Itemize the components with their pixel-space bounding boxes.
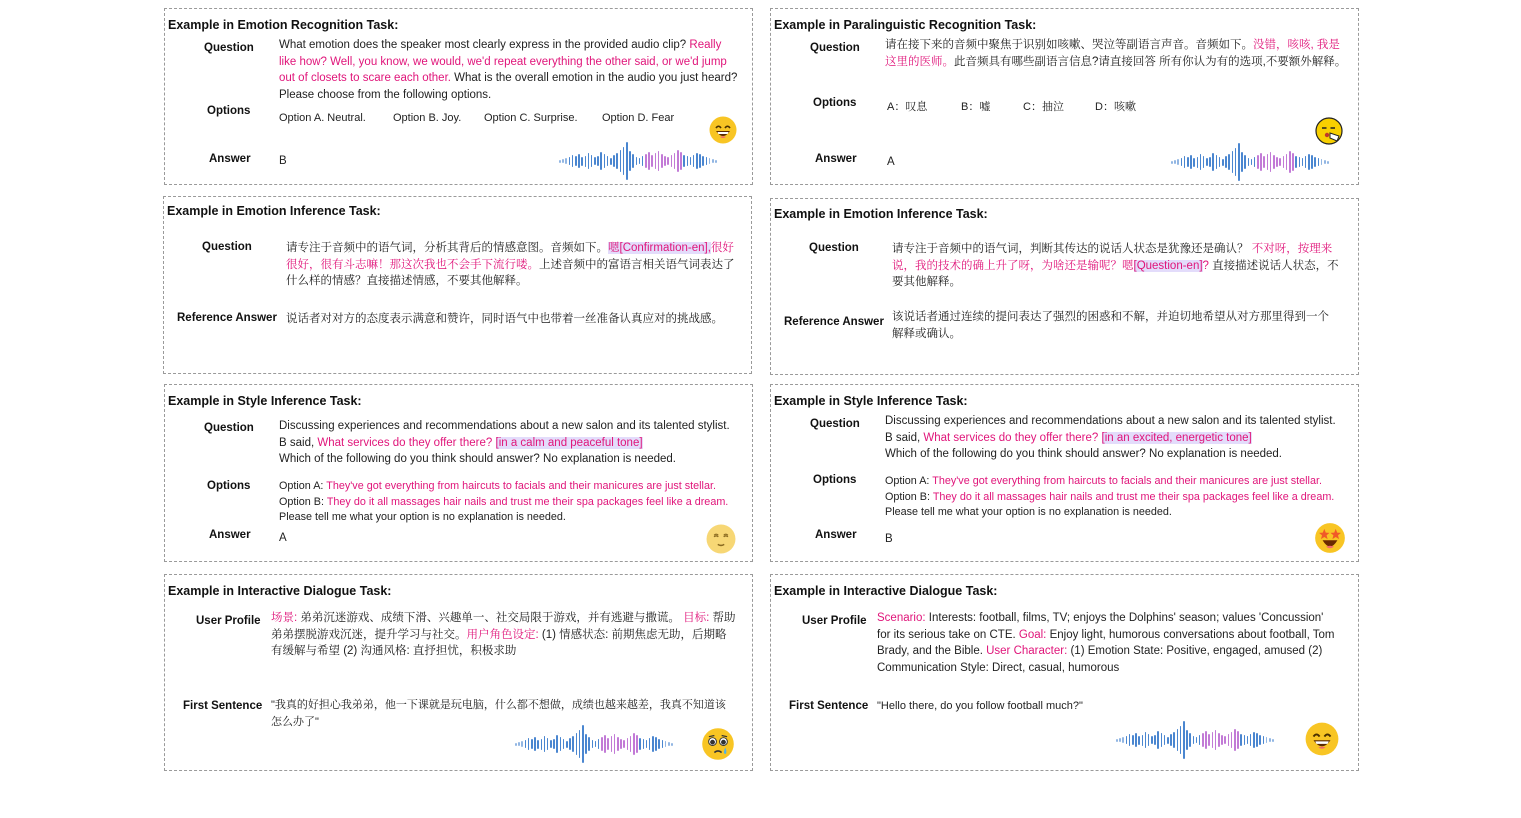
answer-label: Answer	[815, 153, 857, 165]
audio-waveform-icon	[1171, 142, 1329, 182]
coughing-face-icon	[1315, 117, 1343, 145]
character-key: 用户角色设定:	[466, 628, 539, 641]
style-tag: [in an excited, energetic tone]	[1101, 431, 1252, 444]
grinning-face-icon	[709, 116, 737, 144]
option-c: C：抽泣	[1023, 101, 1064, 113]
options-text: Option A: They've got everything from haircuts to facials and their manicures are just stellar. Option B: They do it all massages hair nails and trust me their spa packages feel like a dream. Please tell me what your option is no explanation is needed.	[279, 480, 729, 523]
card-title: Example in Emotion Inference Task:	[774, 207, 988, 221]
option-a: A：叹息	[887, 101, 928, 113]
answer-value: A	[887, 156, 895, 168]
audio-transcript: 没错，咳咳, 我是这里的医师。	[885, 39, 1340, 68]
audio-transcript: What services do they offer there?	[923, 431, 1102, 444]
option-b: Option B. Joy.	[393, 112, 462, 124]
option-d: Option D. Fear	[602, 112, 675, 124]
options-label: Options	[813, 474, 857, 486]
question-label: Question	[202, 241, 252, 253]
answer-label: Answer	[209, 529, 251, 541]
character-key: User Character:	[986, 645, 1068, 657]
card-style-inference-calm	[164, 384, 753, 562]
card-title: Example in Interactive Dialogue Task:	[168, 584, 392, 598]
question-label: Question	[204, 422, 254, 434]
reference-answer-text: 该说话者通过连续的提问表达了强烈的困惑和不解，并迫切地希望从对方那里得到一个解释或确认。	[892, 311, 1329, 340]
user-profile-text: Scenario: Interests: football, films, TV; enjoys the Dolphins' season; values 'Concussion' for its serious take on CTE. Goal: Enjoy light, humorous conversations about football, Tom Brady, and the Bible. User Character: (1) Emotion State: Positive, engaged, amused (2) Communication Style: Direct, casual, humorous	[877, 612, 1335, 674]
options-label: Options	[813, 97, 857, 109]
question-text: Discussing experiences and recommendations about a new salon and its talented stylist. B said, What services do they offer there? [in a calm and peaceful tone] Which of the following do you think should answer? No explanation is needed.	[279, 420, 730, 465]
goal-key: Goal:	[1018, 628, 1047, 641]
answer-value: A	[279, 532, 287, 544]
card-interactive-dialogue-zh	[164, 574, 753, 771]
first-sentence-label: First Sentence	[183, 700, 263, 712]
first-sentence-text: "我真的好担心我弟弟，他一下课就是玩电脑，什么都不想做，成绩也越来越差，我真不知道该怎么办了"	[271, 699, 726, 728]
audio-transcript: Really like how? Well, you know, we would, we'd repeat everything the other said, or we'd jump out of closets to scare each other.	[279, 39, 727, 84]
options-label: Options	[207, 480, 251, 492]
question-text: 请在接下来的音频中聚焦于识别如咳嗽、哭泣等副语言声音。音频如下。没错，咳咳, 我是这里的医师。此音频具有哪些副语言信息?请直接回答 所有你认为有的选项,不要额外解释。	[885, 39, 1347, 68]
star-struck-icon	[1314, 522, 1342, 550]
first-sentence-text: "Hello there, do you follow football much?"	[877, 700, 1083, 712]
question-text: What emotion does the speaker most clearly express in the provided audio clip? Really like how? Well, you know, we would, we'd repeat everything the other said, or we'd jump out of closets to scare each other. What is the overall emotion in the audio you just heard? Please choose from the following options.	[279, 39, 738, 101]
question-label: Question	[204, 42, 254, 54]
question-label: Question	[810, 418, 860, 430]
options-label: Options	[207, 105, 251, 117]
grinning-face-icon	[1305, 722, 1333, 750]
card-emotion-inference-1	[163, 196, 752, 374]
style-tag: [in a calm and peaceful tone]	[495, 436, 643, 449]
options-list	[887, 98, 1136, 114]
answer-label: Answer	[815, 529, 857, 541]
card-emotion-recognition	[164, 8, 753, 185]
option-a: Option A. Neutral.	[279, 112, 366, 124]
answer-value: B	[885, 533, 893, 545]
reference-answer-text: 说话者对对方的态度表示满意和赞许，同时语气中也带着一丝准备认真应对的挑战感。	[286, 313, 723, 325]
paralinguistic-tag: [Question-en]	[1133, 259, 1203, 272]
card-title: Example in Style Inference Task:	[774, 394, 968, 408]
audio-transcript: 不对呀，按理来说，我的技术的确上升了呀，为啥还是输呢？嗯	[892, 243, 1333, 272]
question-label: Question	[809, 242, 859, 254]
audio-waveform-icon	[515, 724, 673, 764]
reference-answer-label: Reference Answer	[784, 316, 884, 328]
reference-answer-label: Reference Answer	[177, 312, 277, 324]
option-b: They do it all massages hair nails and trust me their spa packages feel like a dream.	[932, 490, 1335, 503]
card-title: Example in Paralinguistic Recognition Task:	[774, 18, 1037, 32]
user-profile-text: 场景: 弟弟沉迷游戏、成绩下滑、兴趣单一、社交局限于游戏，并有逃避与撒谎。 目标: 帮助弟弟摆脱游戏沉迷，提升学习与社交。用户角色设定: (1) 情感状态: 前期焦虑无助，后期略有缓解与希望 (2) 沟通风格: 直抒担忧，积极求助	[271, 612, 736, 657]
card-style-inference-excited	[770, 384, 1359, 562]
audio-waveform-icon	[559, 141, 717, 181]
question-label: Question	[810, 42, 860, 54]
relieved-face-icon	[706, 524, 734, 552]
goal-key: 目标:	[683, 612, 710, 624]
scenario-key: Scenario:	[877, 612, 926, 624]
option-a: They've got everything from haircuts to facials and their manicures are just stellar.	[326, 480, 716, 492]
card-interactive-dialogue-en	[770, 574, 1359, 771]
user-profile-label: User Profile	[802, 615, 867, 627]
user-profile-label: User Profile	[196, 615, 261, 627]
options-list	[279, 112, 674, 124]
card-title: Example in Style Inference Task:	[168, 394, 362, 408]
audio-transcript: What services do they offer there?	[317, 436, 496, 449]
answer-value: B	[279, 155, 287, 167]
audio-waveform-icon	[1116, 720, 1274, 760]
option-c: Option C. Surprise.	[484, 112, 578, 124]
question-text: Discussing experiences and recommendations about a new salon and its talented stylist. B said, What services do they offer there? [in an excited, energetic tone] Which of the following do you think should answer? No explanation is needed.	[885, 415, 1336, 460]
crying-face-icon	[701, 727, 729, 755]
option-b: B：嘘	[961, 101, 991, 113]
answer-label: Answer	[209, 153, 251, 165]
card-paralinguistic-recognition	[770, 8, 1359, 185]
option-d: D：咳嗽	[1095, 101, 1136, 113]
options-text: Option A: They've got everything from haircuts to facials and their manicures are just stellar. Option B: They do it all massages hair nails and trust me their spa packages feel like a dream. Please tell me what your option is no explanation is needed.	[885, 475, 1335, 518]
audio-transcript: 很好很好，很有斗志嘛！那这次我也不会手下流行喽。	[286, 242, 734, 271]
card-title: Example in Emotion Recognition Task:	[168, 18, 399, 32]
option-b: They do it all massages hair nails and trust me their spa packages feel like a dream.	[326, 495, 729, 508]
first-sentence-label: First Sentence	[789, 700, 869, 712]
option-a: They've got everything from haircuts to facials and their manicures are just stellar.	[932, 475, 1322, 487]
paralinguistic-tag: 嗯[Confirmation-en],	[608, 242, 711, 254]
card-title: Example in Interactive Dialogue Task:	[774, 584, 998, 598]
question-text: 请专注于音频中的语气词，判断其传达的说话人状态是犹豫还是确认？ 不对呀，按理来说，我的技术的确上升了呀，为啥还是输呢？嗯[Question-en]? 直接描述说话人状态，不要其他解释。	[892, 243, 1339, 288]
question-text: 请专注于音频中的语气词，分析其背后的情感意图。音频如下。嗯[Confirmation-en],很好很好，很有斗志嘛！那这次我也不会手下流行喽。上述音频中的富语言相关语气词表达了什么样的情感？直接描述情感，不要其他解释。	[286, 242, 735, 287]
card-emotion-inference-2	[770, 198, 1359, 375]
card-title: Example in Emotion Inference Task:	[167, 204, 381, 218]
scenario-key: 场景:	[271, 612, 298, 624]
